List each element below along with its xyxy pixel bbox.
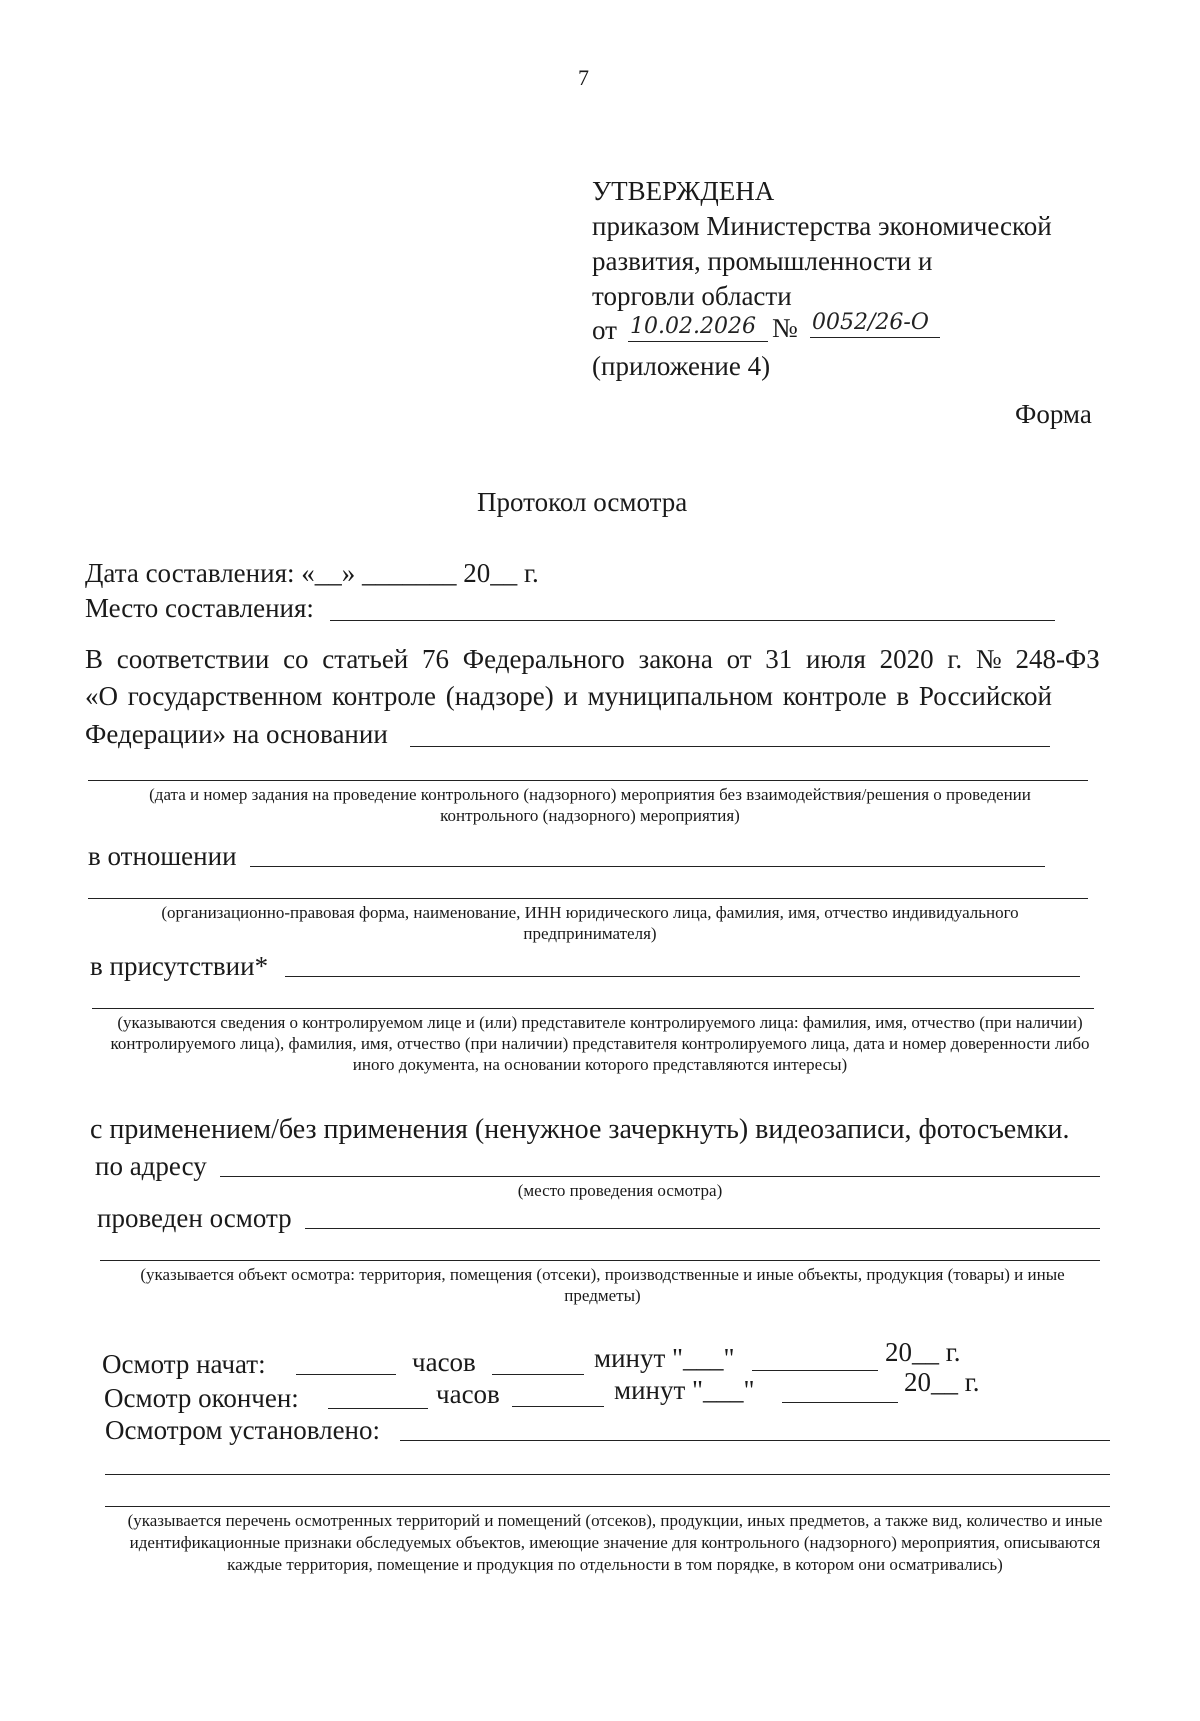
- address-label: по адресу: [95, 1151, 207, 1181]
- presence-second-line: [92, 1008, 1094, 1009]
- basis-second-line: [88, 780, 1088, 781]
- approval-from-label: от: [592, 315, 617, 345]
- approval-line-2: развития, промышленности и: [592, 246, 933, 276]
- basis-hint: (дата и номер задания на проведение контрольного (надзорного) мероприятия без взаимодействия/решения о проведении контрольного (надзорного) мероприятия): [149, 785, 1031, 825]
- presence-label: в присутствии*: [90, 951, 269, 981]
- ended-minutes-line: [512, 1406, 604, 1407]
- regarding-second-line: [88, 898, 1088, 899]
- ended-hours: часов: [436, 1379, 500, 1409]
- started-hours: часов: [412, 1347, 476, 1377]
- ended-hours-line: [328, 1408, 428, 1409]
- basis-line-3: Федерации» на основании: [85, 719, 388, 749]
- started-label: Осмотр начат:: [102, 1349, 266, 1379]
- established-hint: (указывается перечень осмотренных территорий и помещений (отсеков), продукции, иных предметов, а также вид, количество и иные идентификационные признаки обследуемых объектов, имеющие значение для контрольного (надзорного) мероприятия, описываются каждые территория, помещение и продукция по отдельности в том порядке, в котором они осматривались): [127, 1511, 1103, 1574]
- inspected-line: [305, 1228, 1100, 1229]
- approval-block: [592, 174, 1052, 384]
- approval-line-1: приказом Министерства экономической: [592, 211, 1052, 241]
- date-line: Дата составления: «__» _______ 20__ г.: [85, 558, 539, 588]
- page-number: 7: [578, 65, 589, 90]
- regarding-line: [250, 866, 1045, 867]
- approval-title: УТВЕРЖДЕНА: [592, 176, 775, 206]
- address-hint: (место проведения осмотра): [517, 1181, 723, 1200]
- inspected-label: проведен осмотр: [97, 1203, 292, 1233]
- place-label: Место составления:: [85, 593, 314, 623]
- ended-date-line: [782, 1402, 898, 1403]
- address-line: [220, 1176, 1100, 1177]
- approval-line-3: торговли области: [592, 281, 792, 311]
- approval-number-label: №: [772, 313, 798, 343]
- ended-label: Осмотр окончен:: [104, 1383, 299, 1413]
- regarding-hint: (организационно-правовая форма, наименование, ИНН юридического лица, фамилия, имя, отчество индивидуального предпринимателя): [161, 903, 1019, 943]
- place-line: [330, 620, 1055, 621]
- established-second-line: [105, 1474, 1110, 1475]
- started-date-line: [752, 1370, 878, 1371]
- approval-appendix: (приложение 4): [592, 351, 771, 381]
- established-label: Осмотром установлено:: [105, 1415, 381, 1445]
- regarding-label: в отношении: [88, 841, 237, 871]
- started-hours-line: [296, 1374, 396, 1375]
- approval-number-handwritten: 0052/26-О: [812, 310, 929, 335]
- form-label: Форма: [1015, 399, 1092, 429]
- ended-minutes: минут "___": [614, 1375, 755, 1405]
- established-line: [400, 1440, 1110, 1441]
- presence-hint: (указываются сведения о контролируемом лице и (или) представителе контролируемого лица: фамилия, имя, отчество (при наличии) контролируемого лица), фамилия, имя, отчество (при наличии) представителя контролируемого лица, дата и номер доверенности либо иного документа, на основании которого представляются интересы): [110, 1013, 1090, 1074]
- basis-line-2: «О государственном контроле (надзоре) и муниципальном контроле в Российской: [85, 681, 1052, 711]
- ended-year: 20__ г.: [904, 1367, 980, 1397]
- presence-line: [285, 976, 1080, 977]
- approval-date-line: [628, 341, 768, 342]
- started-minutes-line: [492, 1374, 584, 1375]
- started-year: 20__ г.: [885, 1337, 961, 1367]
- basis-fill-line: [410, 746, 1050, 747]
- inspected-hint: (указывается объект осмотра: территория, помещения (отсеки), производственные и иные объекты, продукция (товары) и иные предметы): [140, 1265, 1065, 1305]
- recording-line: с применением/без применения (ненужное зачеркнуть) видеозаписи, фотосъемки.: [90, 1114, 1070, 1145]
- approval-number-line: [810, 337, 940, 338]
- doc-title: Протокол осмотра: [477, 487, 688, 517]
- approval-date-handwritten: 10.02.2026: [630, 314, 756, 339]
- basis-line-1: В соответствии со статьей 76 Федерального закона от 31 июля 2020 г. № 248-ФЗ: [85, 644, 1100, 674]
- established-third-line: [105, 1506, 1110, 1507]
- started-minutes: минут "___": [594, 1343, 735, 1373]
- inspected-second-line: [100, 1260, 1100, 1261]
